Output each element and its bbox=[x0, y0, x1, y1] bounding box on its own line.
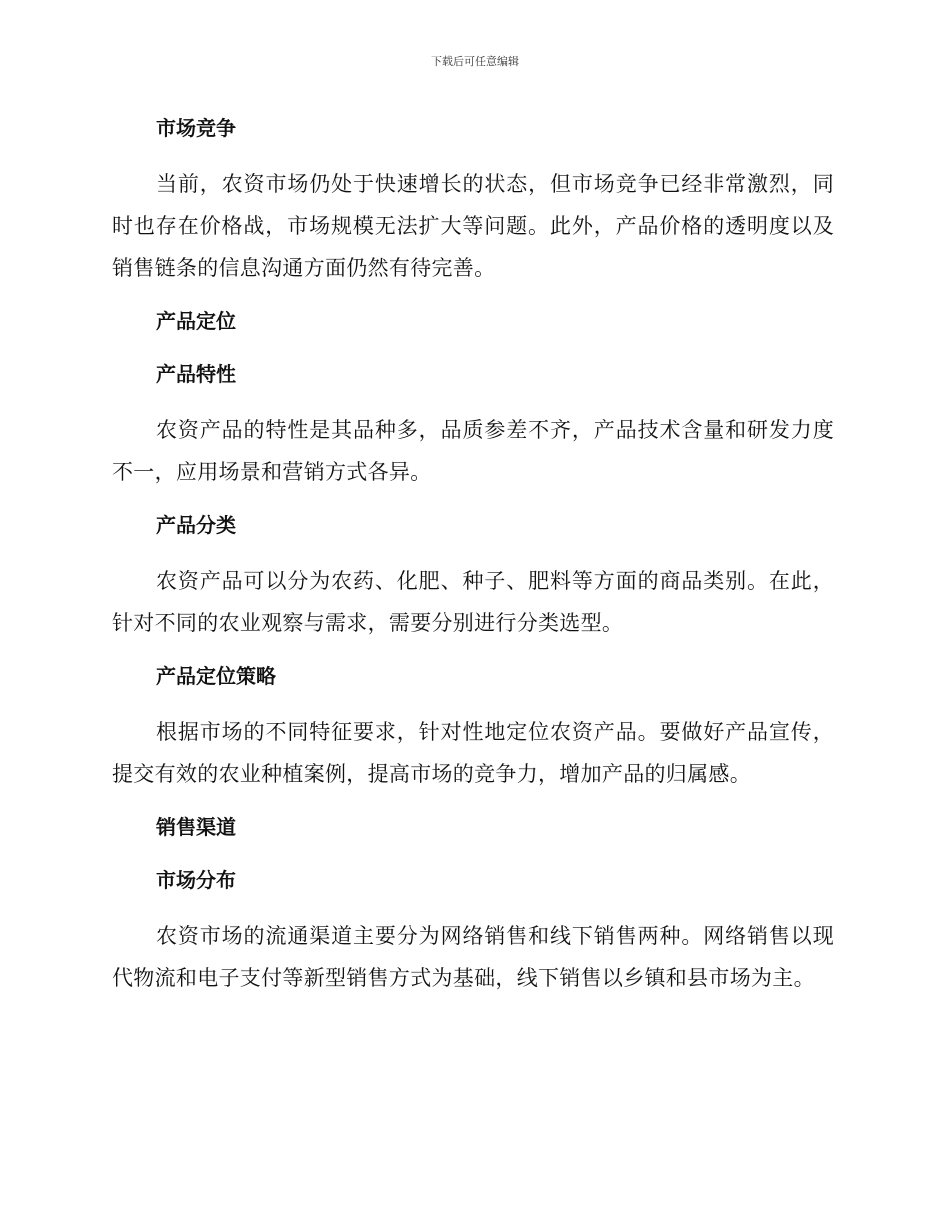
heading-market-competition: 市场竞争 bbox=[156, 116, 236, 140]
paragraph-positioning-strategy: 根据市场的不同特征要求，针对性地定位农资产品。要做好产品宣传，提交有效的农业种植案例，提高市场的竞争力，增加产品的归属感。 bbox=[112, 720, 834, 786]
heading-sales-channels: 销售渠道 bbox=[156, 815, 236, 839]
heading-product-features: 产品特性 bbox=[156, 362, 236, 386]
paragraph-market-competition: 当前，农资市场仍处于快速增长的状态，但市场竞争已经非常激烈，同时也存在价格战，市场规模无法扩大等问题。此外，产品价格的透明度以及销售链条的信息沟通方面仍然有待完善。 bbox=[112, 172, 834, 280]
paragraph-market-distribution: 农资市场的流通渠道主要分为网络销售和线下销售两种。网络销售以现代物流和电子支付等新型销售方式为基础，线下销售以乡镇和县市场为主。 bbox=[112, 924, 834, 990]
heading-product-classification: 产品分类 bbox=[156, 513, 236, 537]
document-body bbox=[112, 110, 834, 1013]
heading-market-distribution: 市场分布 bbox=[156, 868, 236, 892]
paragraph-product-features: 农资产品的特性是其品种多，品质参差不齐，产品技术含量和研发力度不一，应用场景和营销方式各异。 bbox=[112, 418, 834, 484]
page-header: 下载后可任意编辑 bbox=[431, 55, 519, 68]
heading-positioning-strategy: 产品定位策略 bbox=[156, 664, 276, 688]
paragraph-product-classification: 农资产品可以分为农药、化肥、种子、肥料等方面的商品类别。在此，针对不同的农业观察与需求，需要分别进行分类选型。 bbox=[112, 569, 834, 635]
heading-product-positioning: 产品定位 bbox=[156, 309, 236, 333]
